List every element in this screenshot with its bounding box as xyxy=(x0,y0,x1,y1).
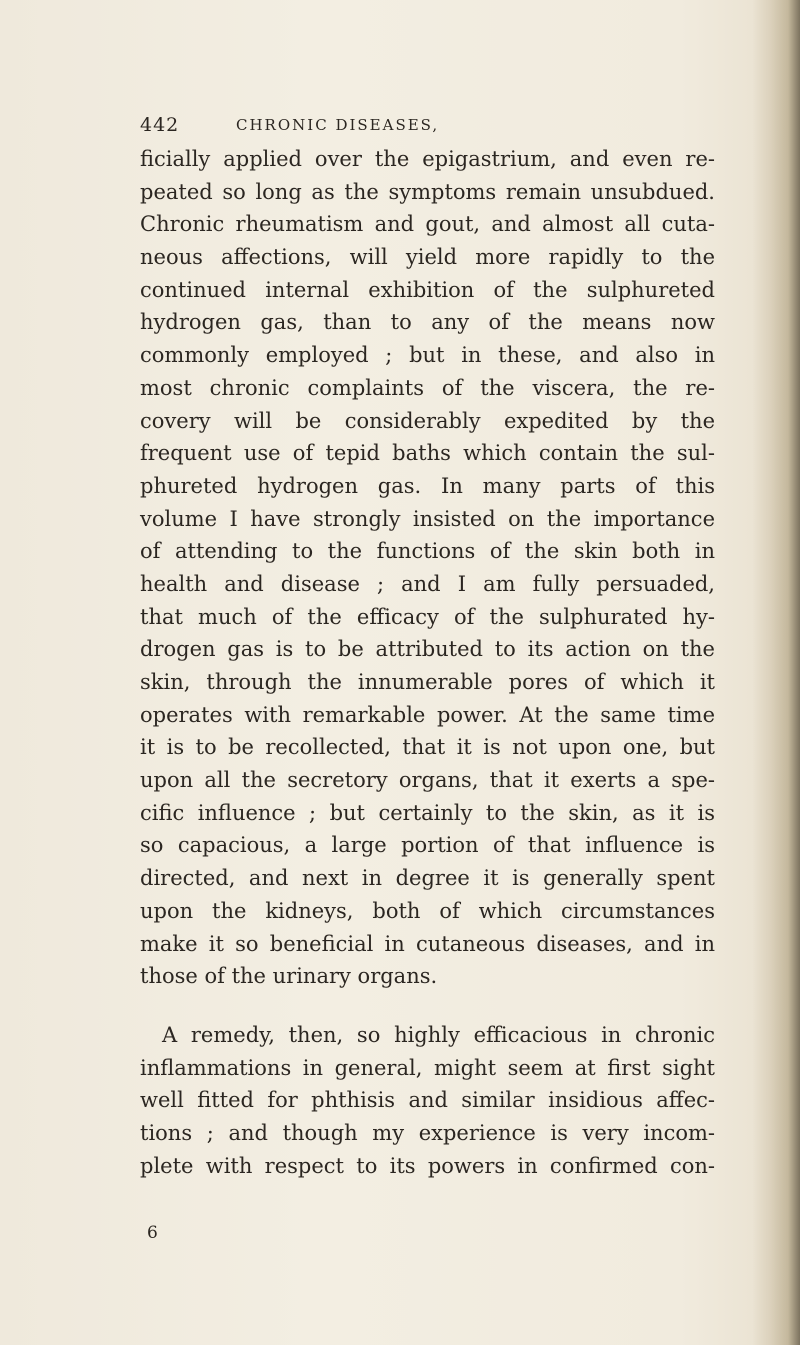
paragraph-1 xyxy=(140,143,715,993)
signature-mark: 6 xyxy=(147,1223,158,1243)
page-number: 442 xyxy=(140,114,180,136)
text-line: Chronic rheumatism and gout, and almost all cuta- xyxy=(140,212,715,237)
paragraph-gap xyxy=(140,993,715,1019)
text-line: inflammations in general, might seem at first sight xyxy=(140,1055,715,1080)
text-line: A remedy, then, so highly efficacious in chronic xyxy=(162,1022,715,1047)
text-line: skin, through the innumerable pores of which it xyxy=(140,670,715,694)
text-line: so capacious, a large portion of that influence is xyxy=(140,833,715,858)
text-line: frequent use of tepid baths which contain the sul- xyxy=(140,441,715,466)
text-line: that much of the efficacy of the sulphurated hy- xyxy=(140,604,715,629)
text-line: ficially applied over the epigastrium, and even re- xyxy=(140,147,715,171)
text-line: most chronic complaints of the viscera, the re- xyxy=(140,375,715,400)
text-line: directed, and next in degree it is generally spent xyxy=(140,866,715,891)
text-line: of attending to the functions of the skin both in xyxy=(140,539,715,564)
text-line: upon the kidneys, both of which circumstances xyxy=(140,898,715,923)
paragraph-2 xyxy=(140,1019,715,1182)
text-line: continued internal exhibition of the sulphureted xyxy=(140,277,715,302)
page-header xyxy=(140,110,600,144)
running-head: CHRONIC DISEASES, xyxy=(236,116,440,134)
text-line: health and disease ; and I am fully persuaded, xyxy=(140,571,715,596)
text-line: cific influence ; but certainly to the skin, as it is xyxy=(140,800,715,825)
text-line: neous affections, will yield more rapidly to the xyxy=(140,245,715,270)
text-line: well fitted for phthisis and similar insidious affec- xyxy=(140,1088,715,1113)
text-line: volume I have strongly insisted on the importance xyxy=(140,506,715,531)
body-text xyxy=(140,143,715,1182)
text-line: make it so beneficial in cutaneous diseases, and in xyxy=(140,931,715,956)
text-line: operates with remarkable power. At the same time xyxy=(140,702,715,727)
text-line: those of the urinary organs. xyxy=(140,964,438,989)
text-line: plete with respect to its powers in confirmed con- xyxy=(140,1153,715,1178)
page-edge-shadow xyxy=(752,0,800,1345)
text-line: drogen gas is to be attributed to its action on the xyxy=(140,637,715,662)
text-line: phureted hydrogen gas. In many parts of this xyxy=(140,473,715,498)
text-line: upon all the secretory organs, that it exerts a spe- xyxy=(140,768,715,793)
text-line: commonly employed ; but in these, and also in xyxy=(140,343,715,368)
text-line: tions ; and though my experience is very incom- xyxy=(140,1120,715,1145)
text-line: covery will be considerably expedited by the xyxy=(140,408,715,433)
text-line: peated so long as the symptoms remain unsubdued. xyxy=(140,179,715,204)
text-line: it is to be recollected, that it is not upon one, but xyxy=(140,735,715,760)
text-line: hydrogen gas, than to any of the means now xyxy=(140,310,715,335)
